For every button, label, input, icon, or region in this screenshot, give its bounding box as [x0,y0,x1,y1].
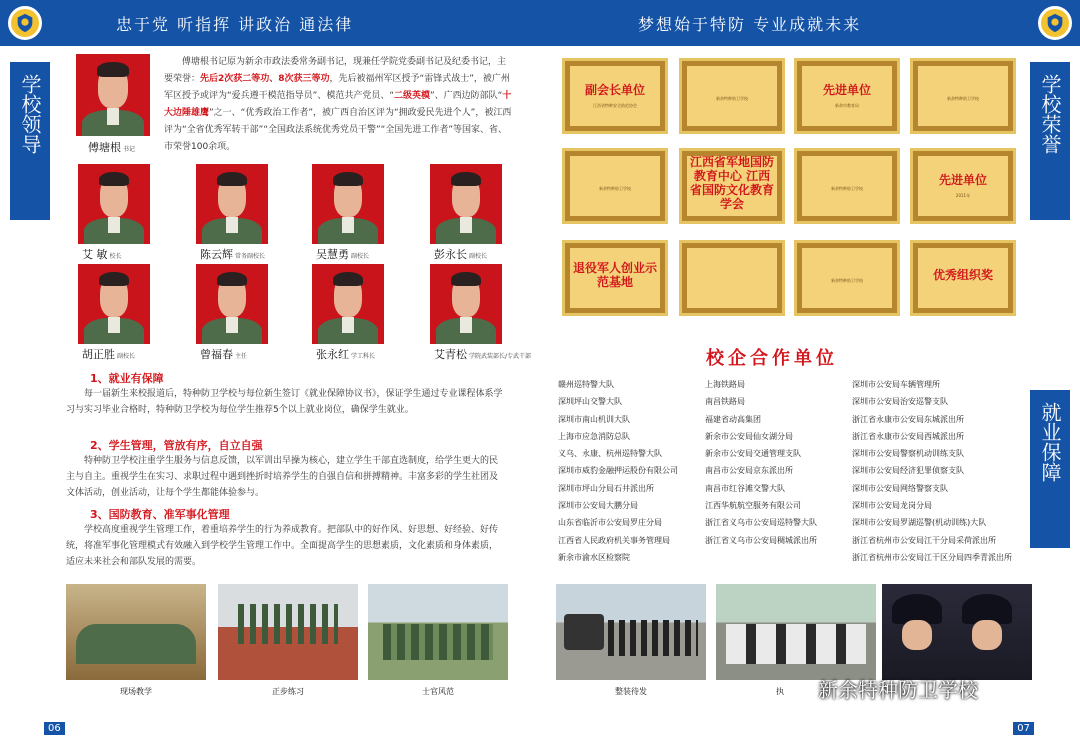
coop-unit: 深圳市公安局网络警察支队 [852,483,948,493]
school-emblem-icon [1038,6,1072,40]
bio-text: 傅塘根书记原为新余市政法委常务副书记，现兼任学院党委副书记及纪委书记，主要荣誉： [164,57,507,84]
photo-caption: 执 [776,687,784,696]
coop-unit: 义乌、永康、杭州巡特警大队 [558,449,662,459]
photo-caption: 正步练习 [272,687,304,696]
top-banner [0,0,1080,46]
honor-plaque [910,58,1016,134]
coop-unit: 新余市公安局仙女湖分局 [705,431,793,441]
staff-photo [312,164,384,244]
photo-caption: 士官风范 [422,687,454,696]
coop-unit: 赣州巡特警大队 [558,380,614,389]
coop-unit: 深圳市公安局经济犯罪侦察支队 [852,466,964,476]
coop-unit: 浙江省义乌市公安局巡特警大队 [705,518,817,528]
principal-photo [76,54,150,136]
photo-march-practice [218,584,358,680]
watermark [790,674,978,703]
staff-photo [78,164,150,244]
coop-list-2 [705,376,817,549]
bio-highlight: 十大边陲雄鹰 [164,91,512,118]
honor-plaque [794,58,900,134]
plaque-title: 江西省军地国防教育中心 江西省国防文化教育学会 [690,155,775,211]
watermark-text: 新余特种防卫学校 [818,678,978,702]
section-title: 3、国防教育、准军事化管理 [90,508,230,521]
coop-unit: 南昌市公安局京东派出所 [705,466,793,476]
photo-motorcycle-patrol [716,584,876,680]
section-body: 特种防卫学校注重学生服务与信息反馈，以军训出早操为核心，建立学生干部直选制度，给学生更大的民主与自主。重视学生在实习、求职过程中遇到挫折时培养学生的自强自信和拼搏精神。丰富多彩的学生社团及文体活动，创业活动，让每个学生都能体验参与。 [66,456,499,498]
tab-label: 学校荣誉 [1038,74,1062,154]
principal-name: 傅塘根 书记 [88,141,136,154]
coop-unit: 浙江省永康市公安局东城派出所 [852,414,964,424]
coop-unit: 浙江省义乌市公安局稠城派出所 [705,535,817,545]
staff-name: 张永红 学工科长 [316,348,376,361]
coop-unit: 浙江省永康市公安局西城派出所 [852,431,964,441]
honor-plaque [794,148,900,224]
plaque-issuer: 新余特种防卫学校 [831,278,863,283]
section-body: 学校高度重视学生管理工作，着重培养学生的行为养成教育。把部队中的好作风、好思想、好经验、好传统，将准军事化管理模式有效融入到学校学生管理工作中。全面提高学生的思想素质，文化素质和身体素质，适应未来社会和部队发展的需要。 [66,525,499,567]
staff-name: 曾福春 主任 [200,348,248,361]
coop-unit: 浙江省杭州市公安局江干区分局四季青派出所 [852,552,1012,562]
coop-unit: 深圳市公安局警察机动训练支队 [852,449,964,459]
page-number-right: 07 [1013,722,1034,735]
honor-plaque [910,240,1016,316]
coop-unit: 江西华航航空服务有限公司 [705,501,801,511]
photo-nco-style [368,584,508,680]
photo-caption: 整装待发 [615,687,647,696]
tab-label: 就业保障 [1038,402,1062,482]
school-emblem-icon [8,6,42,40]
coop-unit: 深圳市公安局车辆管理所 [852,380,940,389]
honor-plaque [562,148,668,224]
plaque-issuer: 新余市教育局 [835,103,859,108]
honor-plaque [910,148,1016,224]
coop-list-1 [558,376,678,566]
tab-school-honors [1030,62,1070,220]
staff-photo [196,264,268,344]
coop-unit: 深圳市公安局罗湖巡警(机动训练)大队 [852,518,987,528]
staff-photo [196,164,268,244]
coop-list-3 [852,376,1012,566]
section-title: 2、学生管理，管放有序，自立自强 [90,439,263,452]
staff-name: 艾青松 学院武装部长/专武干部 [434,348,532,361]
coop-unit: 深圳市公安局大鹏分局 [558,501,638,511]
plaque-issuer: 新余特种防卫学校 [599,186,631,191]
bio-text: ”之一、“优秀政治工作者”，被广西自治区评为“拥政爱民先进个人”，被江西评为“全省优秀军转干部”“全国政法系统优秀党员干警”“全国先进工作者”等国家、省、市荣誉100余项。 [164,108,512,152]
plaque-issuer: 江西省特种安全防范协会 [593,103,637,108]
plaque-issuer: 新余特种防卫学校 [716,96,748,101]
bio-text: ”、广西边防部队“ [430,91,503,101]
bio-highlight: 二级英模 [394,91,431,101]
honor-plaque [562,58,668,134]
plaque-title: 先进单位 [822,83,871,97]
bio-highlight: 先后2次获二等功、8次获三等功 [200,74,330,84]
tab-label: 学校领导 [18,74,42,154]
honor-plaque [794,240,900,316]
coop-unit: 深圳市公安局治安巡警支队 [852,397,948,407]
bio-text: ，先后被福州军区授予“雷锋式战士”，被广州军区授予或评为“爱兵遵干模范指导员”、模范共产党员、“ [164,74,510,101]
coop-unit: 江西省人民政府机关事务管理局 [558,535,670,545]
tab-school-leaders [10,62,50,220]
coop-unit: 南昌铁路局 [705,397,745,407]
section-title: 1、就业有保障 [90,372,164,385]
coop-unit: 深圳市坪山分局石井派出所 [558,483,654,493]
coop-unit: 深圳坪山交警大队 [558,397,622,407]
wechat-icon [790,681,812,699]
photo-caption: 现场教学 [120,687,152,696]
coop-unit: 深圳市公安局龙岗分局 [852,501,932,511]
honor-plaque [679,58,785,134]
plaque-issuer: 新余特种防卫学校 [947,96,979,101]
plaque-issuer: 新余特种防卫学校 [831,186,863,191]
section-body: 每一届新生来校报道后，特种防卫学校与每位新生签订《就业保障协议书》，保证学生通过专业课程体系学习与实习毕业合格时，特种防卫学校为每位学生推荐5个以上就业岗位，确保学生就业。 [66,389,503,415]
slogan-right: 梦想始于特防 专业成就未来 [638,15,862,34]
plaque-title: 先进单位 [938,173,987,187]
slogan-left: 忠于党 听指挥 讲政治 通法律 [116,15,354,34]
principal-bio [164,54,514,156]
page-number-left: 06 [44,722,65,735]
coop-unit: 山东省临沂市公安局罗庄分局 [558,518,662,528]
photo-police-officers [882,584,1032,680]
coop-unit: 深圳市南山机训大队 [558,414,630,424]
coop-unit: 新余市渝水区检察院 [558,552,630,562]
honor-plaque [562,240,668,316]
tab-employment [1030,390,1070,548]
plaque-title: 副会长单位 [584,83,645,97]
honor-plaque [679,240,785,316]
plaque-title: 退役军人创业示范基地 [573,261,658,289]
coop-unit: 上海铁路局 [705,380,745,389]
staff-name: 胡正胜 副校长 [82,348,136,361]
plaque-title: 优秀组织奖 [932,268,993,282]
staff-photo [430,264,502,344]
coop-unit: 浙江省杭州市公安局江干分局采荷派出所 [852,535,996,545]
staff-name: 吴慧勇 副校长 [316,248,370,261]
staff-photo [430,164,502,244]
coop-unit: 深圳市威豹金融押运股份有限公司 [558,466,678,476]
staff-photo [78,264,150,344]
photo-field-teaching [66,584,206,680]
photo-ready-to-go [556,584,706,680]
honor-plaque [679,148,785,224]
coop-unit: 福建省动高集团 [705,414,761,424]
staff-name: 彭永长 副校长 [434,248,488,261]
staff-photo [312,264,384,344]
coop-unit: 南昌市红谷滩交警大队 [705,483,785,493]
coop-unit: 新余市公安局交通管理支队 [705,449,801,459]
coop-unit: 上海市应急消防总队 [558,431,630,441]
staff-name: 艾 敏 校长 [82,248,122,261]
staff-name: 陈云辉 常务副校长 [200,248,266,261]
coop-title: 校企合作单位 [706,348,838,369]
plaque-issuer: 2011年 [955,193,971,198]
